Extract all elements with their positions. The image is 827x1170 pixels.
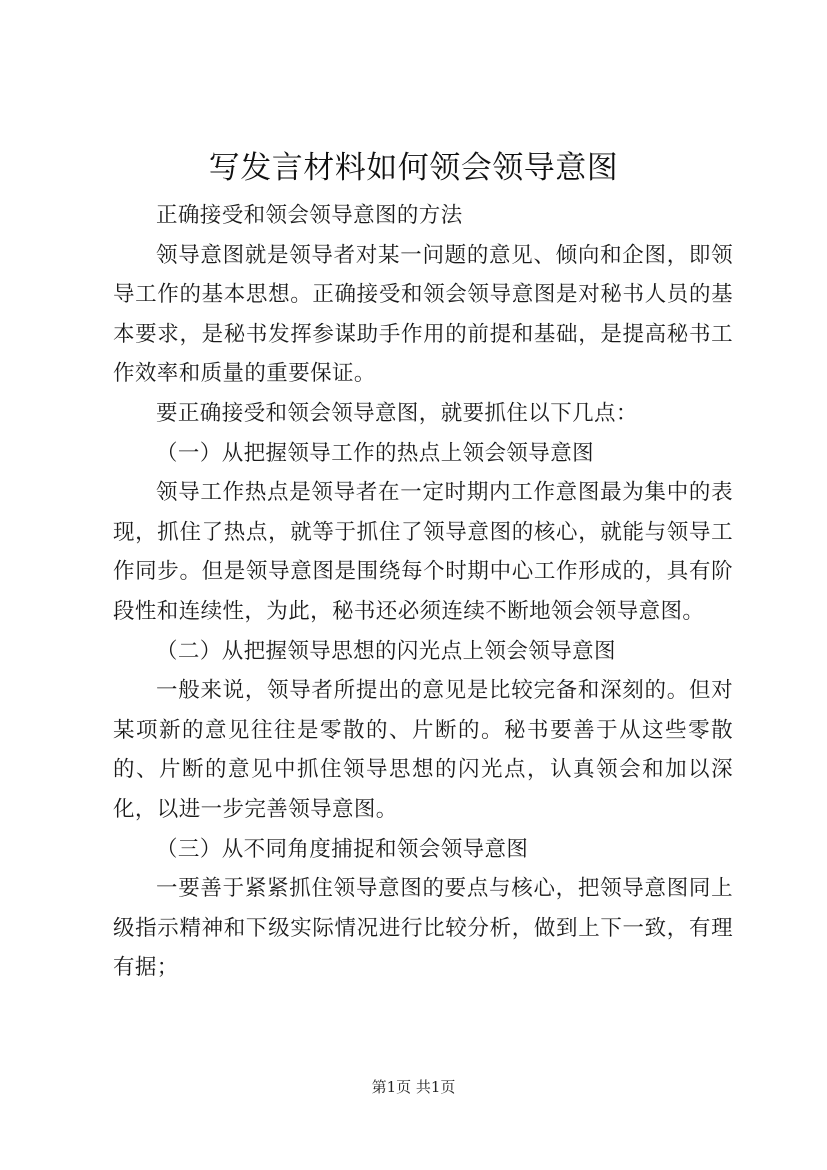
page-footer: 第1页 共1页 <box>371 1078 456 1096</box>
document-body <box>113 196 733 988</box>
paragraph: 一要善于紧紧抓住领导意图的要点与核心，把领导意图同上级指示精神和下级实际情况进行比较分析，做到上下一致，有理有据； <box>113 876 733 981</box>
paragraph: 领导意图就是领导者对某一问题的意见、倾向和企图，即领导工作的基本思想。正确接受和领会领导意图是对秘书人员的基本要求，是秘书发挥参谋助手作用的前提和基础，是提高秘书工作效率和质量的重要保证。 <box>113 242 733 387</box>
section-heading-1: （一）从把握领导工作的热点上领会领导意图 <box>156 440 595 466</box>
document-title: 写发言材料如何领会领导意图 <box>208 150 619 186</box>
paragraph-subtitle: 正确接受和领会领导意图的方法 <box>156 203 463 228</box>
paragraph: 要正确接受和领会领导意图，就要抓住以下几点： <box>156 400 638 426</box>
paragraph: 领导工作热点是领导者在一定时期内工作意图最为集中的表现，抓住了热点，就等于抓住了领导意图的核心，就能与领导工作同步。但是领导意图是围绕每个时期中心工作形成的，具有阶段性和连续性，为此，秘书还必须连续不断地领会领导意图。 <box>113 480 733 624</box>
section-heading-3: （三）从不同角度捕捉和领会领导意图 <box>156 836 529 862</box>
paragraph: 一般来说，领导者所提出的意见是比较完备和深刻的。但对某项新的意见往往是零散的、片断的。秘书要善于从这些零散的、片断的意见中抓住领导思想的闪光点，认真领会和加以深化，以进一步完善领导意图。 <box>113 678 733 822</box>
section-heading-2: （二）从把握领导思想的闪光点上领会领导意图 <box>156 638 616 664</box>
